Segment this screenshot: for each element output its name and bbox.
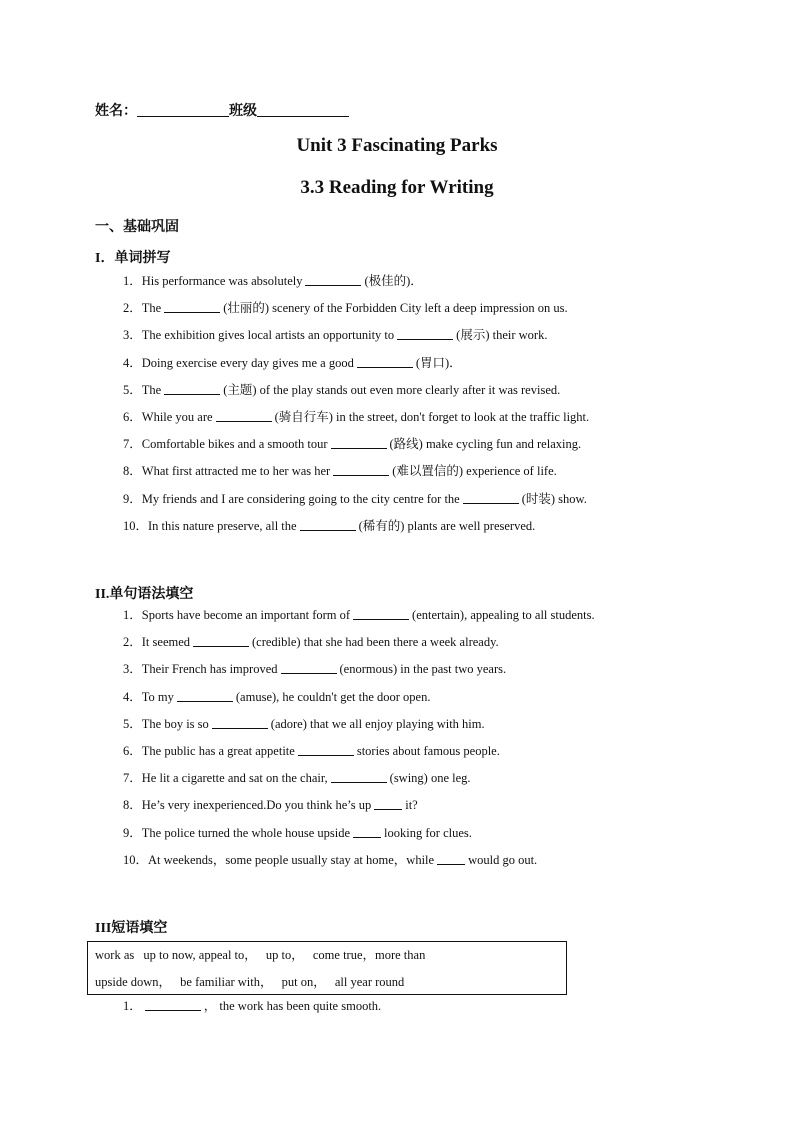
unit-title: Unit 3 Fascinating Parks — [296, 135, 498, 156]
answer-blank[interactable] — [164, 382, 220, 395]
list-item: 8．He’s very inexperienced.Do you think he’s up it? — [123, 798, 418, 813]
phrase: put on， — [281, 975, 326, 989]
answer-blank[interactable] — [145, 998, 201, 1011]
name-label: 姓名： — [95, 104, 137, 119]
phrase: all year round — [334, 975, 405, 989]
student-info-line — [95, 100, 349, 120]
list-item: 9．The police turned the whole house upside looking for clues. — [123, 825, 472, 840]
list-item: 3．Their French has improved (enormous) in the past two years. — [123, 662, 507, 677]
name-blank[interactable] — [137, 102, 229, 117]
phrase-row — [88, 942, 566, 969]
list-item: 7．He lit a cigarette and sat on the chair, (swing) one leg. — [123, 771, 471, 786]
answer-blank[interactable] — [281, 661, 337, 674]
list-item: 10．In this nature preserve, all the (稀有的) plants are well preserved. — [123, 518, 536, 533]
answer-blank[interactable] — [357, 355, 413, 368]
list-item: 8．What first attracted me to her was her (难以置信的) experience of life. — [123, 464, 557, 479]
phrase: upside down， — [95, 975, 172, 989]
section3-heading: III短语填空 — [95, 921, 168, 936]
answer-blank[interactable] — [177, 689, 233, 702]
list-item: 1．His performance was absolutely (极佳的)． — [123, 274, 423, 288]
phrase: be familiar with， — [180, 975, 273, 989]
answer-blank[interactable] — [300, 518, 356, 531]
section2-list — [123, 602, 595, 874]
phrase: up to， — [265, 948, 304, 962]
phrase: come true，more than — [312, 948, 426, 962]
section2-heading: II.单句语法填空 — [95, 587, 194, 602]
answer-blank[interactable] — [331, 436, 387, 449]
list-item: 7．Comfortable bikes and a smooth tour (路线) make cycling fun and relaxing. — [123, 437, 582, 452]
list-item: 4．Doing exercise every day gives me a good (胃口)． — [123, 355, 462, 370]
lesson-title: 3.3 Reading for Writing — [300, 177, 494, 198]
part-one-heading: 一、基础巩固 — [95, 220, 179, 235]
answer-blank[interactable] — [353, 825, 381, 838]
list-item: 6．While you are (骑自行车) in the street, don't forget to look at the traffic light. — [123, 409, 590, 424]
answer-blank[interactable] — [353, 607, 409, 620]
phrase: work as — [95, 948, 135, 962]
answer-blank[interactable] — [374, 797, 402, 810]
answer-blank[interactable] — [463, 491, 519, 504]
list-item: 6．The public has a great appetite stories about famous people. — [123, 743, 500, 758]
answer-blank[interactable] — [216, 409, 272, 422]
list-item: 1．Sports have become an important form of (entertain), appealing to all students. — [123, 608, 595, 622]
phrase-row — [88, 969, 566, 996]
list-item: 10．At weekends，some people usually stay at home，while would go out. — [123, 852, 538, 867]
answer-blank[interactable] — [193, 634, 249, 647]
list-item: 4．To my (amuse), he couldn't get the door open. — [123, 689, 431, 704]
answer-blank[interactable] — [331, 770, 387, 783]
list-item: 5．The boy is so (adore) that we all enjoy playing with him. — [123, 716, 485, 731]
answer-blank[interactable] — [212, 716, 268, 729]
list-item: 2．The (壮丽的) scenery of the Forbidden City left a deep impression on us. — [123, 301, 568, 316]
answer-blank[interactable] — [437, 852, 465, 865]
answer-blank[interactable] — [333, 463, 389, 476]
list-item: 2．It seemed (credible) that she had been there a week already. — [123, 635, 499, 650]
list-item: 9．My friends and I are considering going to the city centre for the (时装) show. — [123, 491, 587, 506]
class-label: 班级 — [229, 104, 257, 119]
section3-list — [123, 993, 381, 1020]
class-blank[interactable] — [257, 102, 349, 117]
list-item: 5．The (主题) of the play stands out even more clearly after it was revised. — [123, 382, 561, 397]
section1-list — [123, 268, 589, 540]
answer-blank[interactable] — [164, 300, 220, 313]
list-item: 3．The exhibition gives local artists an opportunity to (展示) their work. — [123, 328, 548, 343]
section1-heading: I．单词拼写 — [95, 251, 171, 266]
phrase: up to now, appeal to， — [143, 948, 257, 962]
list-item: 1． ， the work has been quite smooth. — [123, 999, 382, 1013]
answer-blank[interactable] — [305, 273, 361, 286]
phrase-bank-box — [87, 941, 567, 995]
answer-blank[interactable] — [397, 327, 453, 340]
answer-blank[interactable] — [298, 743, 354, 756]
